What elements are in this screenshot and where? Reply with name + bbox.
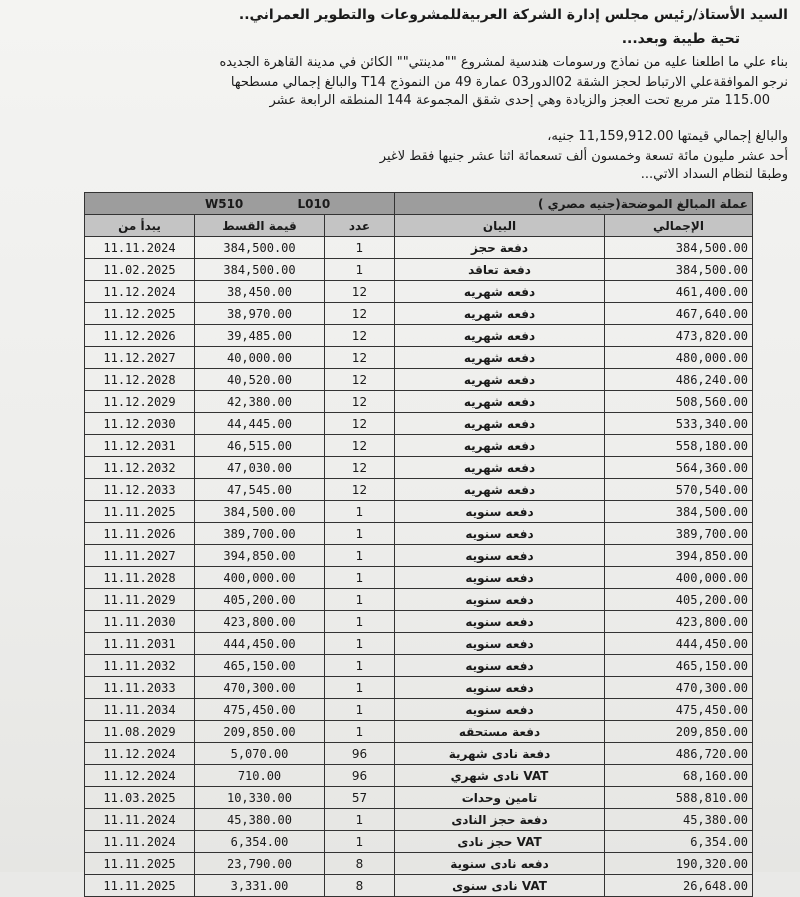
cell-count: 1: [325, 501, 395, 523]
table-row: [85, 743, 753, 765]
cell-description: دفعة نادى شهرية: [395, 743, 605, 765]
cell-count: 96: [325, 765, 395, 787]
table-row: [85, 545, 753, 567]
table-row: [85, 633, 753, 655]
cell-installment: 475,450.00: [195, 699, 325, 721]
cell-total: 190,320.00: [605, 853, 753, 875]
cell-count: 8: [325, 875, 395, 897]
col-header-description: البيان: [395, 215, 605, 237]
cell-total: 486,240.00: [605, 369, 753, 391]
cell-start-date: 11.11.2024: [85, 809, 195, 831]
col-header-start: يبدأ من: [85, 215, 195, 237]
cell-total: 384,500.00: [605, 259, 753, 281]
cell-start-date: 11.11.2024: [85, 831, 195, 853]
table-row: [85, 655, 753, 677]
cell-start-date: 11.11.2025: [85, 501, 195, 523]
cell-total: 486,720.00: [605, 743, 753, 765]
cell-total: 508,560.00: [605, 391, 753, 413]
cell-installment: 5,070.00: [195, 743, 325, 765]
currency-title: عملة المبالغ الموضحة(جنيه مصري ): [395, 193, 753, 215]
column-header-row: [85, 215, 753, 237]
cell-description: VAT نادى شهري: [395, 765, 605, 787]
cell-total: 209,850.00: [605, 721, 753, 743]
col-header-installment: قيمة القسط: [195, 215, 325, 237]
cell-installment: 710.00: [195, 765, 325, 787]
cell-count: 1: [325, 545, 395, 567]
cell-description: دفعه سنويه: [395, 677, 605, 699]
cell-installment: 38,450.00: [195, 281, 325, 303]
unit-code-1: W510: [205, 196, 244, 211]
cell-count: 1: [325, 237, 395, 259]
cell-total: 423,800.00: [605, 611, 753, 633]
cell-description: دفعه سنويه: [395, 633, 605, 655]
cell-total: 558,180.00: [605, 435, 753, 457]
cell-description: دفعه شهريه: [395, 281, 605, 303]
cell-description: دفعه سنويه: [395, 567, 605, 589]
cell-total: 6,354.00: [605, 831, 753, 853]
body-line-1: بناء علي ما اطلعنا عليه من نماذج ورسومات هندسية لمشروع ""مدينتي"" الكائن في مدينة القاهرة الجديده: [219, 55, 788, 70]
cell-start-date: 11.12.2024: [85, 743, 195, 765]
cell-installment: 444,450.00: [195, 633, 325, 655]
table-row: [85, 435, 753, 457]
cell-start-date: 11.11.2026: [85, 523, 195, 545]
table-row: [85, 259, 753, 281]
table-row: [85, 809, 753, 831]
cell-start-date: 11.12.2030: [85, 413, 195, 435]
cell-installment: 384,500.00: [195, 237, 325, 259]
cell-installment: 40,520.00: [195, 369, 325, 391]
cell-count: 12: [325, 435, 395, 457]
cell-installment: 23,790.00: [195, 853, 325, 875]
cell-start-date: 11.11.2029: [85, 589, 195, 611]
cell-start-date: 11.12.2033: [85, 479, 195, 501]
table-row: [85, 875, 753, 897]
table-row: [85, 347, 753, 369]
total-value-line: والبالغ إجمالي قيمتها 11,159,912.00 جنيه،: [547, 129, 788, 144]
cell-installment: 400,000.00: [195, 567, 325, 589]
col-header-count: عدد: [325, 215, 395, 237]
cell-installment: 384,500.00: [195, 259, 325, 281]
cell-total: 26,648.00: [605, 875, 753, 897]
cell-count: 12: [325, 325, 395, 347]
cell-total: 467,640.00: [605, 303, 753, 325]
cell-installment: 465,150.00: [195, 655, 325, 677]
cell-count: 1: [325, 655, 395, 677]
cell-count: 57: [325, 787, 395, 809]
cell-start-date: 11.11.2032: [85, 655, 195, 677]
cell-description: دفعه سنويه: [395, 523, 605, 545]
cell-start-date: 11.11.2030: [85, 611, 195, 633]
table-row: [85, 303, 753, 325]
cell-total: 444,450.00: [605, 633, 753, 655]
cell-description: دفعه سنويه: [395, 545, 605, 567]
cell-start-date: 11.12.2025: [85, 303, 195, 325]
table-row: [85, 567, 753, 589]
cell-count: 96: [325, 743, 395, 765]
table-row: [85, 479, 753, 501]
cell-count: 1: [325, 699, 395, 721]
cell-count: 1: [325, 611, 395, 633]
cell-installment: 47,545.00: [195, 479, 325, 501]
cell-description: دفعه شهريه: [395, 413, 605, 435]
cell-description: دفعه شهريه: [395, 347, 605, 369]
cell-count: 12: [325, 303, 395, 325]
cell-total: 461,400.00: [605, 281, 753, 303]
cell-installment: 209,850.00: [195, 721, 325, 743]
cell-start-date: 11.11.2027: [85, 545, 195, 567]
cell-installment: 39,485.00: [195, 325, 325, 347]
cell-installment: 44,445.00: [195, 413, 325, 435]
cell-count: 12: [325, 457, 395, 479]
payment-plan-intro: وطبقا لنظام السداد الاتي...: [640, 167, 788, 182]
total-in-words-line: أحد عشر مليون مائة تسعة وخمسون ألف تسعمائة اثنا عشر جنيها فقط لاغير: [379, 149, 788, 164]
table-row: [85, 787, 753, 809]
cell-total: 475,450.00: [605, 699, 753, 721]
cell-description: دفعه شهريه: [395, 457, 605, 479]
cell-count: 12: [325, 413, 395, 435]
cell-description: دفعه سنويه: [395, 589, 605, 611]
cell-total: 570,540.00: [605, 479, 753, 501]
table-row: [85, 853, 753, 875]
cell-start-date: 11.12.2024: [85, 765, 195, 787]
cell-installment: 384,500.00: [195, 501, 325, 523]
cell-total: 68,160.00: [605, 765, 753, 787]
cell-start-date: 11.11.2033: [85, 677, 195, 699]
table-row: [85, 699, 753, 721]
table-row: [85, 765, 753, 787]
cell-description: دفعه شهريه: [395, 391, 605, 413]
cell-installment: 3,331.00: [195, 875, 325, 897]
cell-description: دفعة مستحقه: [395, 721, 605, 743]
cell-count: 8: [325, 853, 395, 875]
cell-count: 12: [325, 281, 395, 303]
cell-start-date: 11.11.2034: [85, 699, 195, 721]
cell-count: 1: [325, 523, 395, 545]
cell-count: 12: [325, 369, 395, 391]
cell-installment: 40,000.00: [195, 347, 325, 369]
cell-installment: 423,800.00: [195, 611, 325, 633]
table-row: [85, 413, 753, 435]
greeting-line: تحية طيبة وبعد...: [621, 31, 740, 47]
cell-start-date: 11.11.2025: [85, 853, 195, 875]
table-row: [85, 721, 753, 743]
cell-description: دفعة حجز النادى: [395, 809, 605, 831]
cell-count: 1: [325, 589, 395, 611]
cell-total: 384,500.00: [605, 501, 753, 523]
table-row: [85, 237, 753, 259]
table-row: [85, 391, 753, 413]
cell-count: 12: [325, 347, 395, 369]
cell-installment: 10,330.00: [195, 787, 325, 809]
cell-description: دفعه شهريه: [395, 369, 605, 391]
cell-start-date: 11.12.2029: [85, 391, 195, 413]
table-row: [85, 325, 753, 347]
payment-schedule-table: [84, 192, 753, 897]
cell-start-date: 11.03.2025: [85, 787, 195, 809]
unit-code-2: L010: [297, 196, 331, 211]
cell-total: 400,000.00: [605, 567, 753, 589]
cell-total: 45,380.00: [605, 809, 753, 831]
cell-total: 473,820.00: [605, 325, 753, 347]
cell-description: دفعه سنويه: [395, 699, 605, 721]
cell-start-date: 11.12.2024: [85, 281, 195, 303]
cell-description: دفعه شهريه: [395, 479, 605, 501]
table-row: [85, 611, 753, 633]
cell-description: VAT حجز نادى: [395, 831, 605, 853]
cell-start-date: 11.11.2028: [85, 567, 195, 589]
cell-description: دفعه نادى سنوية: [395, 853, 605, 875]
cell-description: دفعه شهريه: [395, 325, 605, 347]
cell-count: 12: [325, 391, 395, 413]
cell-description: دفعه سنويه: [395, 501, 605, 523]
cell-start-date: 11.12.2028: [85, 369, 195, 391]
cell-count: 12: [325, 479, 395, 501]
cell-installment: 38,970.00: [195, 303, 325, 325]
cell-installment: 394,850.00: [195, 545, 325, 567]
cell-count: 1: [325, 809, 395, 831]
body-line-3: 115.00 متر مربع تحت العجز والزيادة وهي إحدى شقق المجموعة 144 المنطقه الرابعة عشر: [269, 93, 770, 108]
table-row: [85, 831, 753, 853]
cell-start-date: 11.12.2026: [85, 325, 195, 347]
cell-description: دفعه سنويه: [395, 655, 605, 677]
cell-total: 405,200.00: [605, 589, 753, 611]
cell-count: 1: [325, 677, 395, 699]
cell-description: دفعة حجز: [395, 237, 605, 259]
cell-installment: 6,354.00: [195, 831, 325, 853]
cell-total: 588,810.00: [605, 787, 753, 809]
cell-total: 394,850.00: [605, 545, 753, 567]
cell-installment: 45,380.00: [195, 809, 325, 831]
table-row: [85, 589, 753, 611]
cell-start-date: 11.11.2024: [85, 237, 195, 259]
cell-description: دفعة تعاقد: [395, 259, 605, 281]
cell-start-date: 11.11.2025: [85, 875, 195, 897]
cell-total: 465,150.00: [605, 655, 753, 677]
cell-start-date: 11.11.2031: [85, 633, 195, 655]
cell-start-date: 11.12.2031: [85, 435, 195, 457]
cell-start-date: 11.12.2027: [85, 347, 195, 369]
cell-count: 1: [325, 259, 395, 281]
cell-count: 1: [325, 831, 395, 853]
cell-count: 1: [325, 721, 395, 743]
cell-total: 480,000.00: [605, 347, 753, 369]
cell-start-date: 11.12.2032: [85, 457, 195, 479]
table-row: [85, 369, 753, 391]
cell-description: دفعه شهريه: [395, 435, 605, 457]
cell-description: دفعه سنويه: [395, 611, 605, 633]
recipient-line: السيد الأستاذ/رئيس مجلس إدارة الشركة العربيةللمشروعات والتطوير العمراني..: [238, 7, 788, 23]
cell-installment: 405,200.00: [195, 589, 325, 611]
cell-description: تامين وحدات: [395, 787, 605, 809]
cell-total: 384,500.00: [605, 237, 753, 259]
cell-installment: 42,380.00: [195, 391, 325, 413]
cell-total: 533,340.00: [605, 413, 753, 435]
cell-start-date: 11.08.2029: [85, 721, 195, 743]
table-row: [85, 501, 753, 523]
table-header-strip: [85, 193, 753, 215]
table-row: [85, 457, 753, 479]
cell-total: 564,360.00: [605, 457, 753, 479]
table-row: [85, 677, 753, 699]
body-line-2: نرجو الموافقةعلي الارتباط لحجز الشقة 02الدور03 عمارة 49 من النموذج T14 والبالغ إجمالي مسطحها: [230, 75, 788, 90]
unit-codes-cell: [85, 193, 395, 215]
cell-installment: 46,515.00: [195, 435, 325, 457]
cell-description: دفعه شهريه: [395, 303, 605, 325]
table-row: [85, 281, 753, 303]
cell-start-date: 11.02.2025: [85, 259, 195, 281]
cell-installment: 470,300.00: [195, 677, 325, 699]
cell-installment: 389,700.00: [195, 523, 325, 545]
cell-description: VAT نادى سنوى: [395, 875, 605, 897]
cell-count: 1: [325, 633, 395, 655]
table-row: [85, 523, 753, 545]
cell-total: 389,700.00: [605, 523, 753, 545]
cell-count: 1: [325, 567, 395, 589]
cell-total: 470,300.00: [605, 677, 753, 699]
cell-installment: 47,030.00: [195, 457, 325, 479]
col-header-total: الإجمالي: [605, 215, 753, 237]
